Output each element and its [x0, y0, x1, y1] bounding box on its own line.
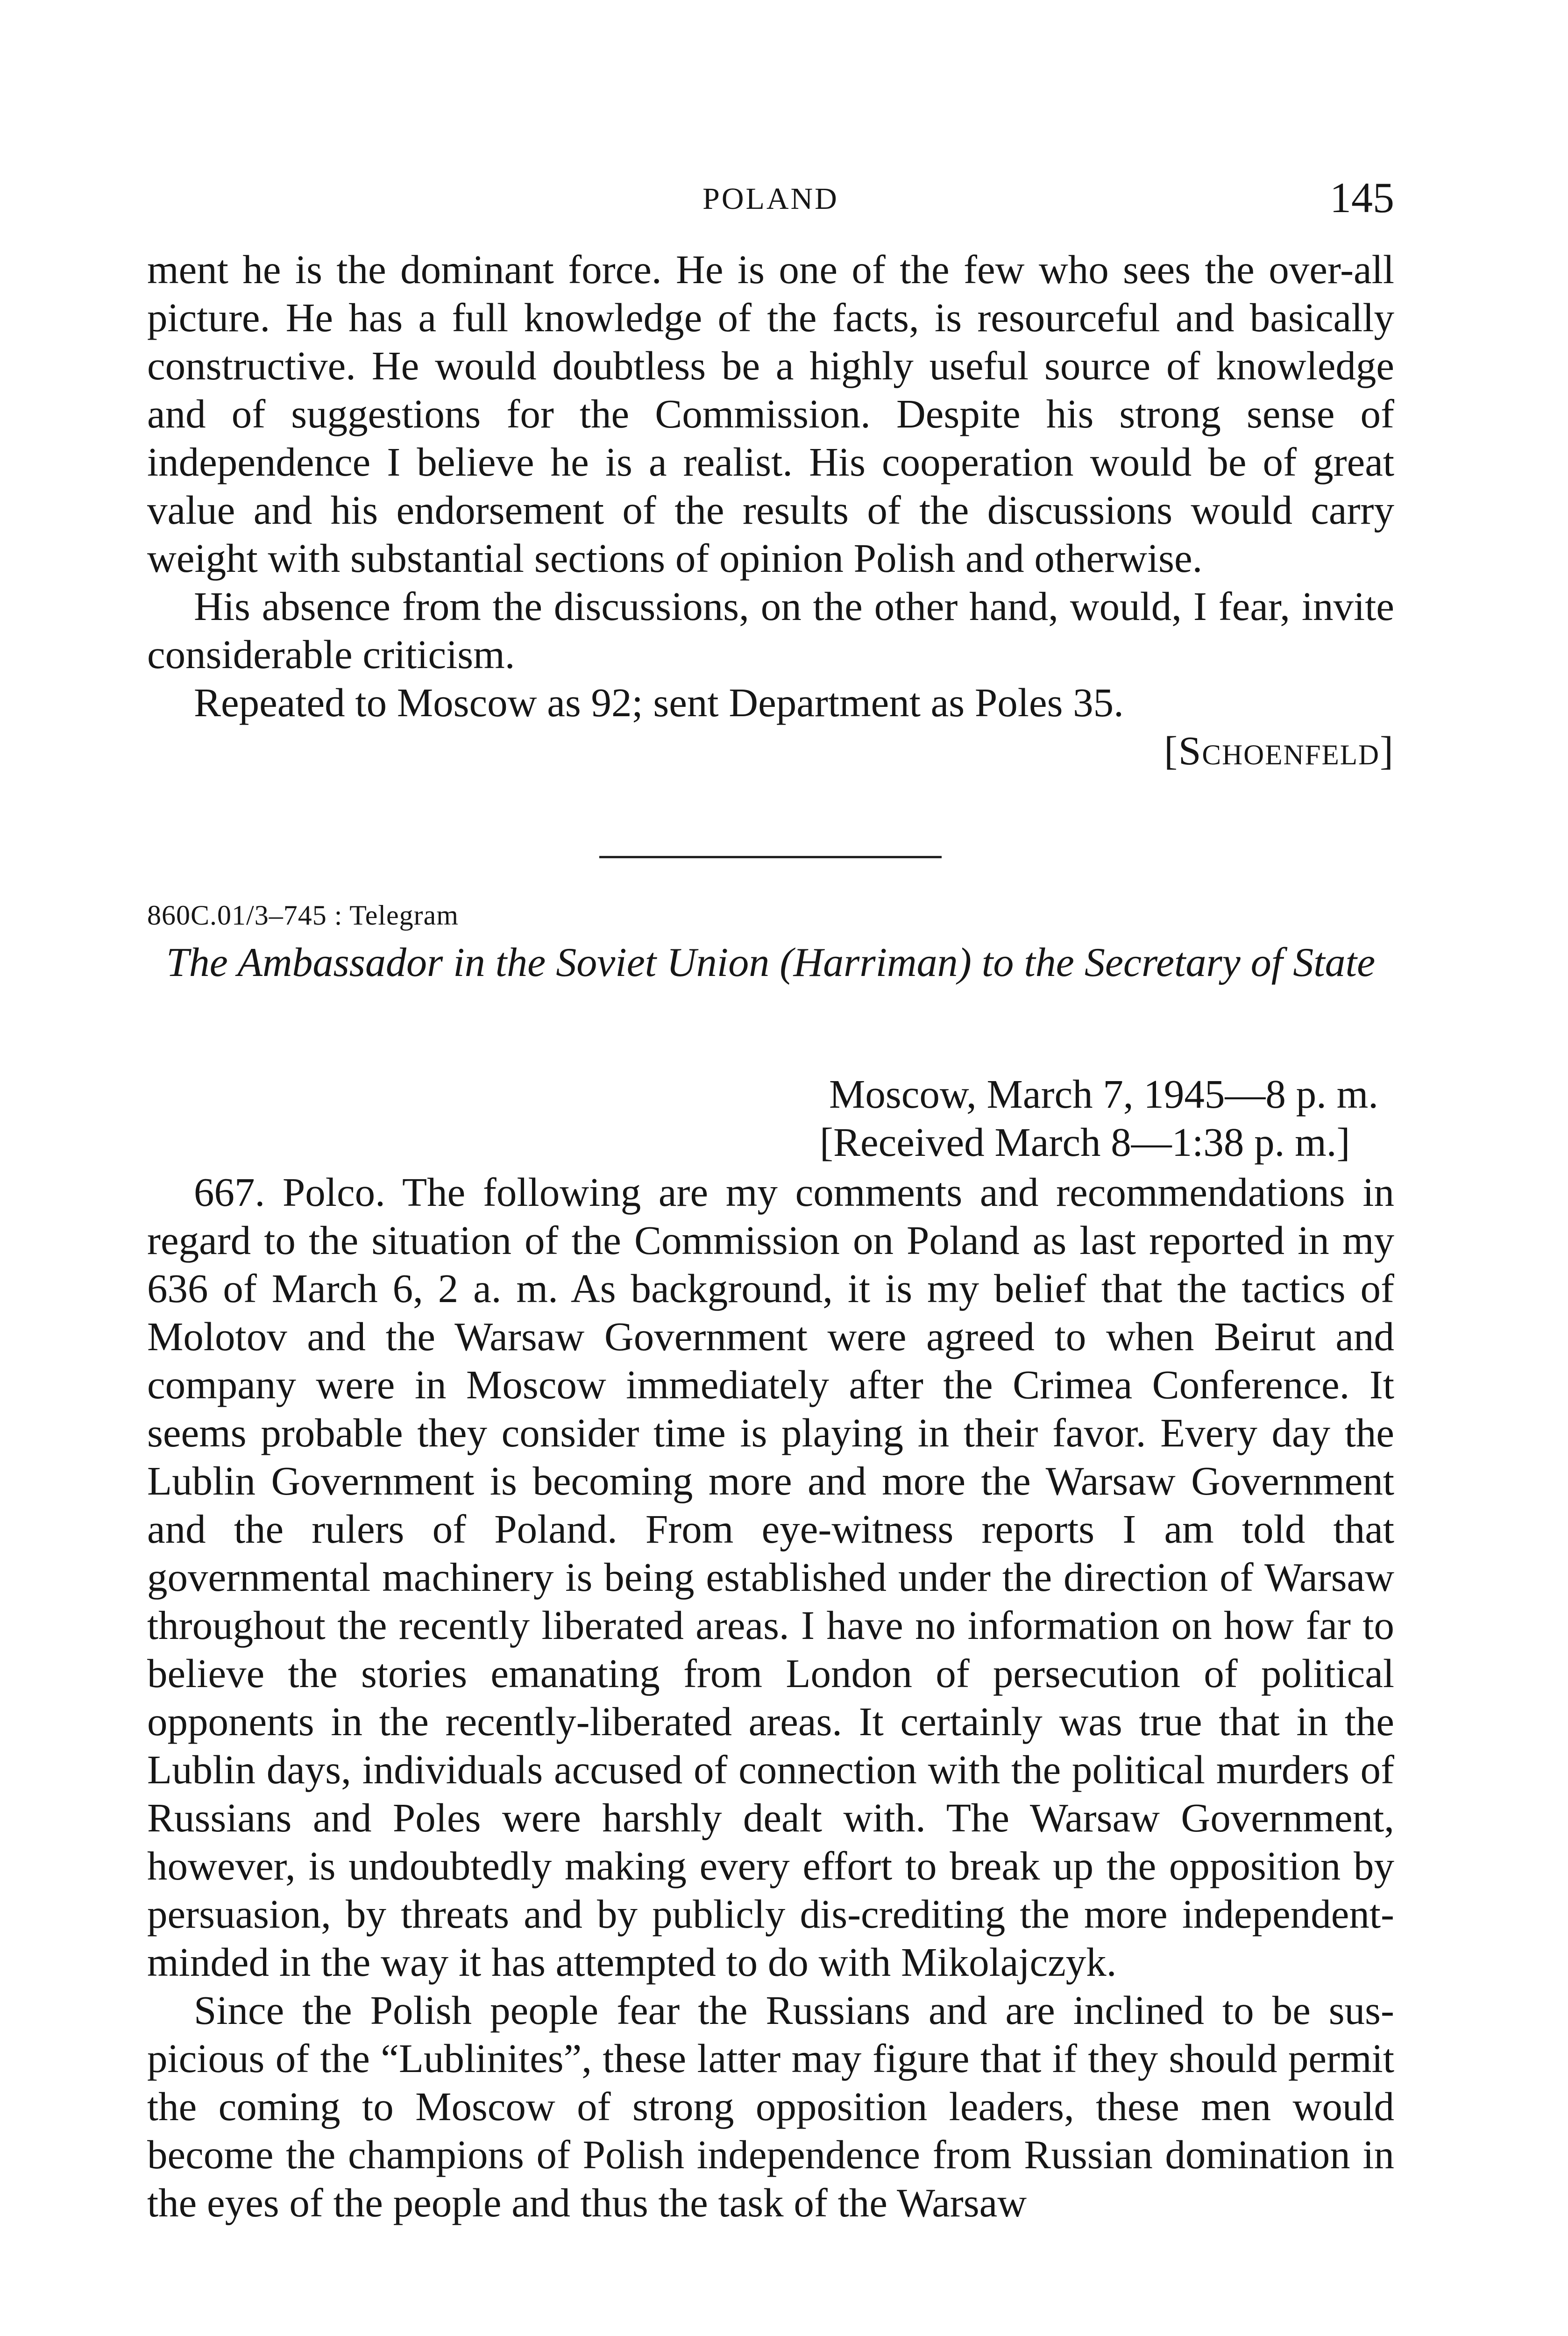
dateline: Moscow, March 7, 1945—8 p. m. — [829, 1071, 1378, 1117]
paragraph: Since the Polish people fear the Russians and are inclined to be sus-picious of the “Lublinites”, these latter may figure that if they should permit the coming to Moscow of strong opposition leaders, these men would become the champions of Polish independence from Russian domination in the eyes of the people and thus the task of the Warsaw — [147, 1987, 1394, 2225]
document-heading: The Ambassador in the Soviet Union (Harriman) to the Secretary of State — [166, 940, 1376, 985]
document-file-reference: 860C.01/3–745 : Telegram — [147, 900, 459, 931]
running-head — [147, 173, 1394, 224]
running-title: POLAND — [702, 182, 839, 216]
signature: [Schoenfeld] — [1164, 728, 1394, 773]
section-divider — [599, 856, 942, 858]
paragraph: 667. Polco. The following are my comments and recommendations in regard to the situation of the Commission on Poland as last reported in my 636 of March 6, 2 a. m. As background, it is my belief that the tactics of Molotov and the Warsaw Government were agreed to when Beirut and company were in Moscow immediately after the Crimea Conference. It seems probable they consider time is playing in their favor. Every day the Lublin Government is becoming more and more the Warsaw Government and the rulers of Poland. From eye-witness reports I am told that governmental machinery is being established under the direction of Warsaw throughout the recently liberated areas. I have no information on how far to believe the stories emanating from London of persecution of political opponents in the recently-liberated areas. It certainly was true that in the Lublin days, individuals accused of connection with the political murders of Russians and Poles were harshly dealt with. The Warsaw Government, however, is undoubtedly making every effort to break up the opposition by persuasion, by threats and by publicly dis-crediting the more independent-minded in the way it has attempted to do with Mikolajczyk. — [147, 1169, 1394, 1985]
page-number: 145 — [1330, 174, 1394, 221]
received-line: [Received March 8—1:38 p. m.] — [820, 1119, 1350, 1165]
paragraph: Repeated to Moscow as 92; sent Department as Poles 35. — [194, 680, 1124, 725]
telegram-body — [147, 1168, 1394, 2227]
paragraph: His absence from the discussions, on the other hand, would, I fear, invite considerable criticism. — [147, 584, 1394, 677]
dateline-block — [820, 1070, 1378, 1166]
continued-paragraph: ment he is the dominant force. He is one of the few who sees the over-all picture. He has a full knowledge of the facts, is resourceful and basically constructive. He would doubtless be a highly useful source of knowledge and of suggestions for the Commission. Despite his strong sense of independence I believe he is a realist. His cooperation would be of great value and his endorsement of the results of the discussions would carry weight with substantial sections of opinion Polish and otherwise. — [147, 247, 1394, 581]
continued-text — [147, 245, 1394, 775]
